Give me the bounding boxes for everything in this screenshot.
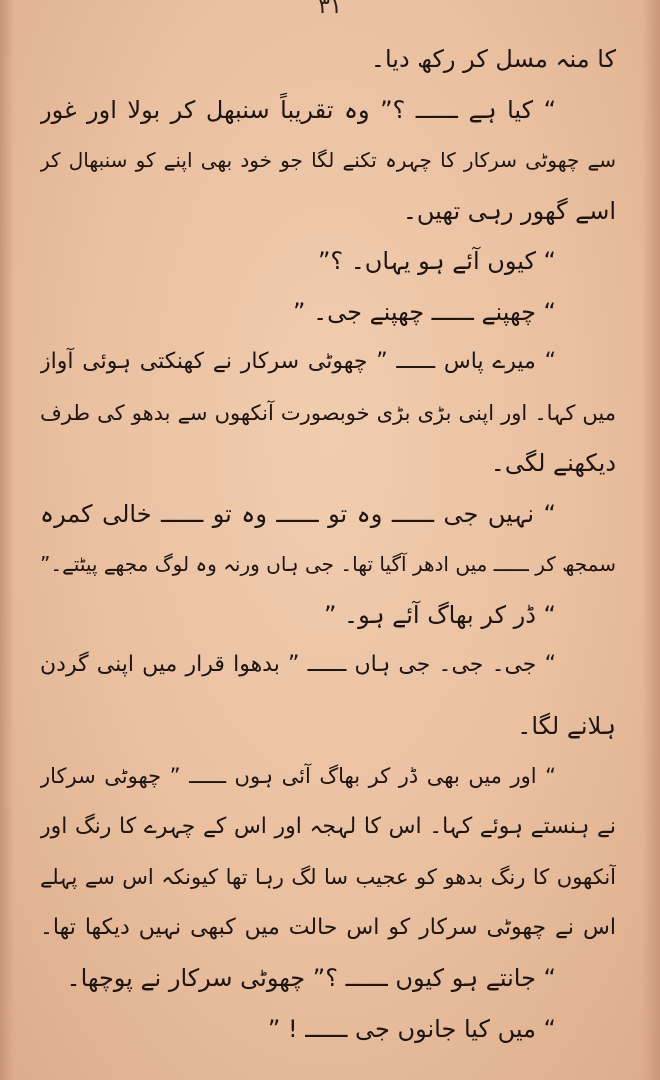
text-line: سے چھوٹی سرکار کا چہرہ تکنے لگا جو خود بھی اپنے کو سنبھال کر xyxy=(40,148,616,172)
text-line: “ اور میں بھی ڈر کر بھاگ آئی ہوں ــــــ ” چھوٹی سرکار xyxy=(40,764,556,788)
page-body-text xyxy=(40,34,616,1054)
text-line: “ میرے پاس ــــــ ” چھوٹی سرکار نے کھنکتی ہوئی آواز xyxy=(40,349,556,374)
page-number: ۳۱ xyxy=(318,0,342,19)
text-line: “ جی۔ جی۔ جی ہاں ــــــ ” بدھوا قرار میں اپنی گردن xyxy=(40,652,556,677)
text-line: کا منہ مسل کر رکھ دیا۔ xyxy=(370,45,616,73)
text-line: دیکھنے لگی۔ xyxy=(490,449,616,477)
text-line: اس نے چھوٹی سرکار کو اس حالت میں کبھی نہیں دیکھا تھا۔ xyxy=(40,914,616,940)
text-line: “ کیوں آئے ہو یہاں۔ ؟” xyxy=(317,247,556,275)
text-line: “ ڈر کر بھاگ آئے ہو۔ ” xyxy=(323,600,556,629)
text-line: آنکھوں کا رنگ بدھو کو عجیب سا لگ رہا تھا کیونکہ اس سے پہلے xyxy=(40,865,616,889)
text-line: “ نہیں جی ــــــ وہ تو ــــــ وہ تو ــــــ خالی کمرہ xyxy=(40,499,556,528)
page-shadow-right xyxy=(642,0,660,1080)
text-line: “ میں کیا جانوں جی ــــــ ! ” xyxy=(267,1014,556,1043)
text-line: سمجھ کر ــــــ میں ادھر آگیا تھا۔ جی ہاں ورنہ وہ لوگ مجھے پیٹتے۔” xyxy=(40,552,616,576)
text-line: “ جانتے ہو کیوں ــــــ ؟” چھوٹی سرکار نے پوچھا۔ xyxy=(66,964,556,992)
text-line: “ کیا ہے ــــــ ؟” وہ تقریباً سنبھل کر بولا اور غور xyxy=(40,95,556,124)
text-line: نے ہنستے ہوئے کہا۔ اس کا لہجہ اور اس کے چہرے کا رنگ اور xyxy=(40,813,616,839)
page-shadow-left xyxy=(0,0,14,1080)
text-line: ہلانے لگا۔ xyxy=(517,711,616,740)
text-line: میں کہا۔ اور اپنی بڑی بڑی خوبصورت آنکھوں سے بدھو کی طرف xyxy=(40,400,616,425)
text-line: اسے گھور رہی تھیں۔ xyxy=(402,196,616,225)
text-line: “ چھپنے ــــــ چھپنے جی۔ ” xyxy=(293,297,556,326)
